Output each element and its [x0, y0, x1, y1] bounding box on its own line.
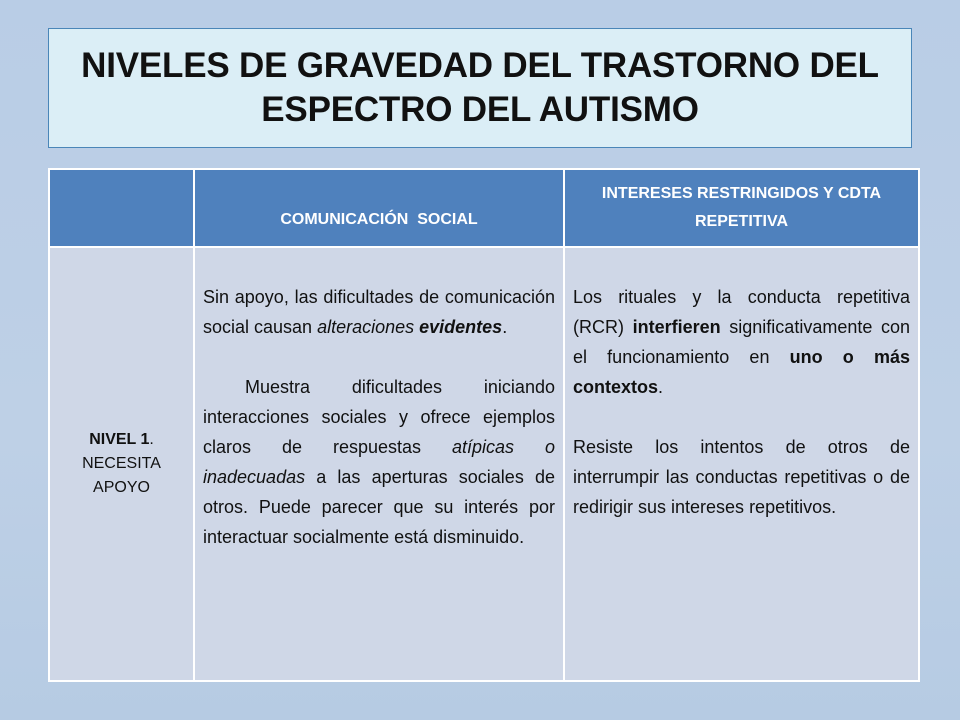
bold-span: uno o más contextos — [573, 347, 910, 397]
header-intereses-restringidos: INTERESES RESTRINGIDOS Y CDTA REPETITIVA — [564, 169, 919, 247]
table-header-row — [49, 169, 919, 247]
page-title: NIVELES DE GRAVEDAD DEL TRASTORNO DEL ESPECTRO DEL AUTISMO — [81, 46, 879, 129]
comunicacion-paragraph-2 — [203, 372, 561, 552]
text-span: significativamente con el funcionamiento en — [573, 317, 910, 367]
severity-table — [48, 168, 920, 682]
bold-italic-span: evidentes — [419, 317, 503, 337]
intereses-cell — [564, 247, 919, 681]
text-span: Los rituales y la conducta repetitiva (RCR) — [573, 287, 910, 337]
level-suffix: . — [149, 431, 154, 448]
text-span: a las aperturas sociales de otros. Puede parecer que su interés por interactuar socialmente está disminuido. — [203, 467, 561, 547]
level-name: NIVEL 1 — [89, 431, 150, 448]
italic-span: atípicas o inadecuadas — [203, 437, 561, 487]
comunicacion-cell — [194, 247, 564, 681]
text-span: Muestra dificultades iniciando interacciones sociales y ofrece ejemplos claros de respuestas — [203, 377, 561, 457]
intereses-paragraph-1 — [573, 282, 910, 402]
header-empty — [49, 169, 194, 247]
text-span: . — [658, 377, 664, 397]
table-row — [49, 247, 919, 681]
title-box — [48, 28, 912, 148]
italic-span: alteraciones — [317, 317, 420, 337]
level-label: NECESITA APOYO — [82, 455, 161, 496]
header-comunicacion-social: COMUNICACIÓN SOCIAL — [194, 169, 564, 247]
text-span: Sin apoyo, las dificultades de comunicación social causan — [203, 287, 555, 337]
comunicacion-paragraph-1 — [203, 282, 555, 342]
text-span: . — [502, 317, 508, 337]
level-cell — [49, 247, 194, 681]
intereses-paragraph-2: Resiste los intentos de otros de interrumpir las conductas repetitivas o de redirigir sus intereses repetitivos. — [573, 437, 910, 517]
bold-span: interfieren — [632, 317, 721, 337]
